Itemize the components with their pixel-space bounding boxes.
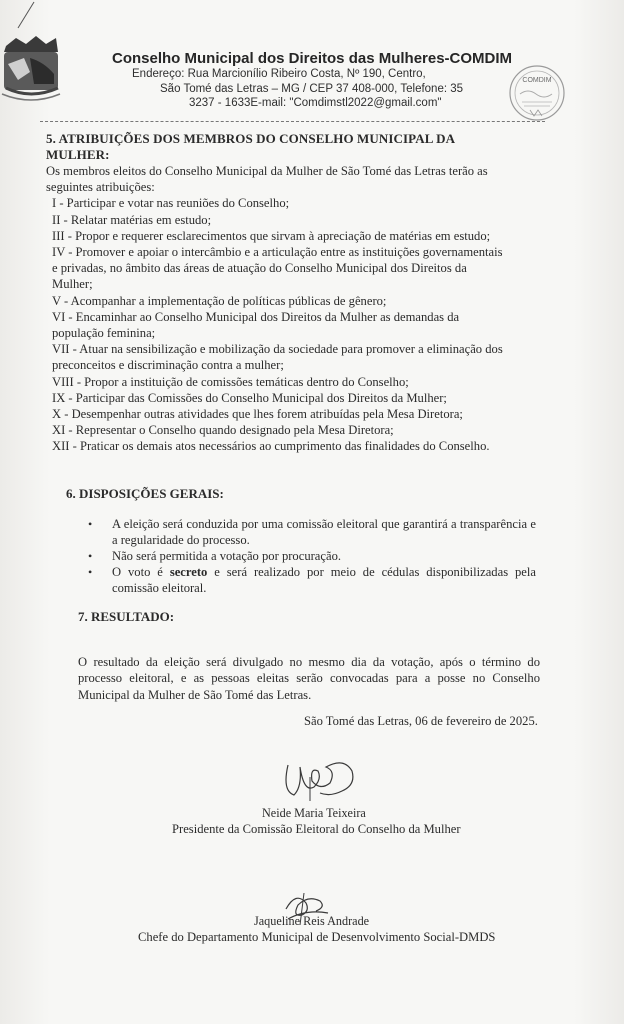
header-divider bbox=[40, 121, 545, 122]
signatory-role: Presidente da Comissão Eleitoral do Conselho da Mulher bbox=[172, 822, 461, 836]
attribution-line: IX - Participar das Comissões do Conselho Municipal dos Direitos da Mulher; bbox=[52, 390, 447, 405]
attribution-line: IV - Promover e apoiar o intercâmbio e a articulação entre as instituições governamentais bbox=[52, 245, 503, 260]
attribution-line: preconceitos e discriminação contra a mulher; bbox=[52, 358, 284, 373]
date-line: São Tomé das Letras, 06 de fevereiro de 2025. bbox=[304, 714, 538, 728]
address-line-3: 3237 - 1633E-mail: "Comdimstl2022@gmail.com" bbox=[189, 97, 442, 109]
result-paragraph: O resultado da eleição será divulgado no mesmo dia da votação, após o término do processo eleitoral, e as pessoas eleitas serão convocadas para a posse no Conselho Municipal da Mulher de São Tomé das Letras. bbox=[78, 655, 540, 702]
list-item: • A eleição será conduzida por uma comissão eleitoral que garantirá a transparência e a regularidade do processo. bbox=[104, 516, 536, 548]
attribution-line: III - Propor e requerer esclarecimentos que sirvam à apreciação de matérias em estudo; bbox=[52, 228, 491, 243]
signatory-name: Jaqueline Reis Andrade bbox=[254, 914, 370, 928]
attribution-line: VII - Atuar na sensibilização e mobilização da sociedade para promover a eliminação dos bbox=[52, 342, 503, 357]
section-5-title-line-2: MULHER: bbox=[46, 147, 110, 162]
attribution-line: V - Acompanhar a implementação de políticas públicas de gênero; bbox=[52, 293, 387, 308]
letterhead bbox=[0, 0, 624, 118]
list-item: • Não será permitida a votação por procuração. bbox=[104, 548, 536, 564]
attribution-line: X - Desempenhar outras atividades que lhes forem atribuídas pela Mesa Diretora; bbox=[52, 407, 463, 422]
municipal-crest-logo bbox=[0, 28, 62, 104]
section-7-title: 7. RESULTADO: bbox=[78, 609, 175, 624]
attribution-line: XI - Representar o Conselho quando designado pela Mesa Diretora; bbox=[52, 423, 394, 438]
attribution-line: VIII - Propor a instituição de comissões temáticas dentro do Conselho; bbox=[52, 374, 409, 389]
attribution-line: I - Participar e votar nas reuniões do Conselho; bbox=[52, 196, 290, 211]
attribution-line: II - Relatar matérias em estudo; bbox=[52, 212, 212, 227]
attribution-line: XII - Praticar os demais atos necessários ao cumprimento das finalidades do Conselho. bbox=[52, 439, 490, 454]
comdim-logo-text: COMDIM bbox=[522, 77, 552, 84]
signature-neide bbox=[280, 757, 370, 805]
bullet-3-text-end: e será realizado por meio de cédulas disponibilizadas pela comissão eleitoral. bbox=[112, 565, 536, 595]
attribution-line: população feminina; bbox=[52, 326, 156, 341]
signatory-name: Neide Maria Teixeira bbox=[262, 806, 366, 820]
general-provisions-list bbox=[104, 516, 536, 596]
list-item bbox=[104, 564, 536, 596]
attribution-line: VI - Encaminhar ao Conselho Municipal dos Direitos da Mulher as demandas da bbox=[52, 309, 460, 324]
section-5-intro-line-2: seguintes atribuições: bbox=[46, 180, 155, 195]
address-line-2: São Tomé das Letras – MG / CEP 37 408-000, Telefone: 35 bbox=[160, 83, 464, 95]
signatory-role: Chefe do Departamento Municipal de Desenvolvimento Social-DMDS bbox=[138, 930, 496, 944]
organization-name: Conselho Municipal dos Direitos das Mulheres-COMDIM bbox=[112, 50, 513, 67]
section-6-title: 6. DISPOSIÇÕES GERAIS: bbox=[66, 486, 224, 501]
section-5-intro-line-1: Os membros eleitos do Conselho Municipal da Mulher de São Tomé das Letras terão as bbox=[46, 164, 488, 178]
secret-vote-emphasis: secreto bbox=[169, 565, 208, 579]
section-5-title-line-1: 5. ATRIBUIÇÕES DOS MEMBROS DO CONSELHO MUNICIPAL DA bbox=[46, 131, 456, 146]
section-5 bbox=[46, 131, 546, 455]
attribution-line: Mulher; bbox=[52, 277, 93, 292]
bullet-3-text-start: O voto é bbox=[112, 565, 170, 579]
comdim-logo bbox=[508, 64, 566, 122]
address-line-1: Endereço: Rua Marcionílio Ribeiro Costa, Nº 190, Centro, bbox=[132, 68, 426, 80]
attribution-line: e privadas, no âmbito das áreas de atuação do Conselho Municipal dos Direitos da bbox=[52, 261, 467, 276]
